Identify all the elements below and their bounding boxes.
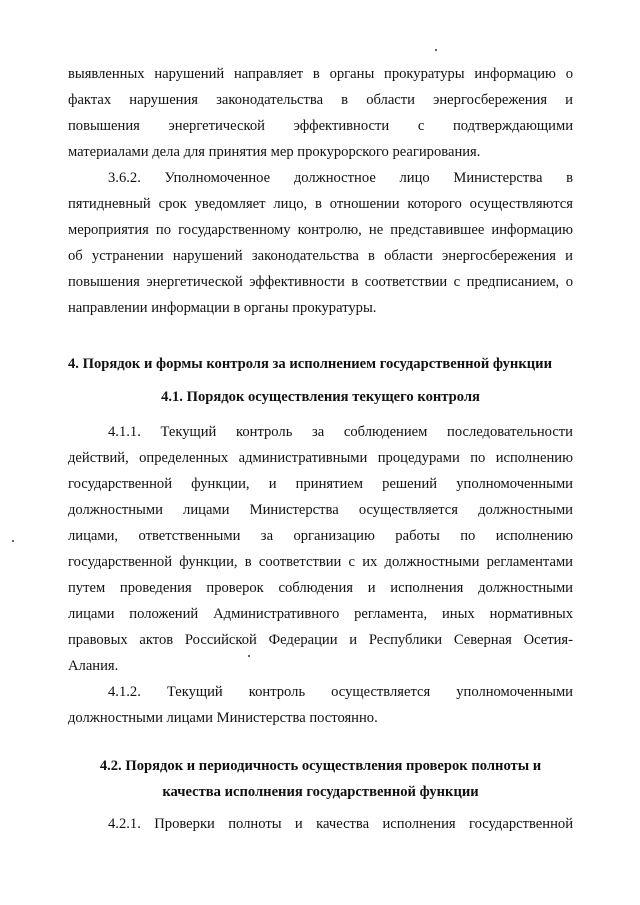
body-text-line: направлении информации в органы прокуратуры. (68, 300, 377, 316)
body-text-line: действий, определенных административными процедурами по исполнению (68, 450, 573, 466)
paragraph-4-1-1-first-line: 4.1.1. Текущий контроль за соблюдением последовательности (108, 424, 573, 440)
paragraph-4-1-2-first-line: 4.1.2. Текущий контроль осуществляется уполномоченными (108, 684, 573, 700)
body-text-line: должностными лицами Министерства постоянно. (68, 710, 378, 726)
body-text-line: путем проведения проверок соблюдения и исполнения должностными (68, 580, 573, 596)
body-text-line: материалами дела для принятия мер прокурорского реагирования. (68, 144, 481, 160)
subsection-4-2-heading-continued: качества исполнения государственной функции (162, 784, 479, 800)
body-text-line: повышения энергетической эффективности в соответствии с предписанием, о (68, 274, 573, 290)
body-text-line: лицами положений Административного регламента, иных нормативных (68, 606, 573, 622)
body-text-line: государственной функции, и принятием решений уполномоченными (68, 476, 573, 492)
body-text-line: Алания. (68, 658, 119, 674)
body-text-line: лицами, ответственными за организацию работы по исполнению (68, 528, 573, 544)
scan-speck (435, 49, 437, 51)
section-4-heading: 4. Порядок и формы контроля за исполнением государственной функции (68, 356, 552, 372)
body-text-line: выявленных нарушений направляет в органы прокуратуры информацию о (68, 66, 573, 82)
body-text-line: об устранении нарушений законодательства в области энергосбережения и (68, 248, 573, 264)
subsection-4-2-heading: 4.2. Порядок и периодичность осуществления проверок полноты и (99, 758, 542, 774)
body-text-line: правовых актов Российской Федерации и Республики Северная Осетия- (68, 632, 573, 648)
body-text-line: государственной функции, в соответствии с их должностными регламентами (68, 554, 573, 570)
body-text-line: пятидневный срок уведомляет лицо, в отношении которого осуществляются (68, 196, 573, 212)
body-text-line: фактах нарушения законодательства в области энергосбережения и (68, 92, 573, 108)
body-text-line: повышения энергетической эффективности с подтверждающими (68, 118, 573, 134)
subsection-4-1-heading: 4.1. Порядок осуществления текущего контроля (161, 389, 480, 405)
paragraph-4-2-1-first-line: 4.2.1. Проверки полноты и качества исполнения государственной (108, 816, 573, 832)
body-text-line: мероприятия по государственному контролю, не представившее информацию (68, 222, 573, 238)
paragraph-3-6-2-first-line: 3.6.2. Уполномоченное должностное лицо Министерства в (108, 170, 573, 186)
body-text-line: должностными лицами Министерства осуществляется должностными (68, 502, 573, 518)
scan-speck (248, 655, 250, 657)
scan-speck (12, 540, 14, 542)
